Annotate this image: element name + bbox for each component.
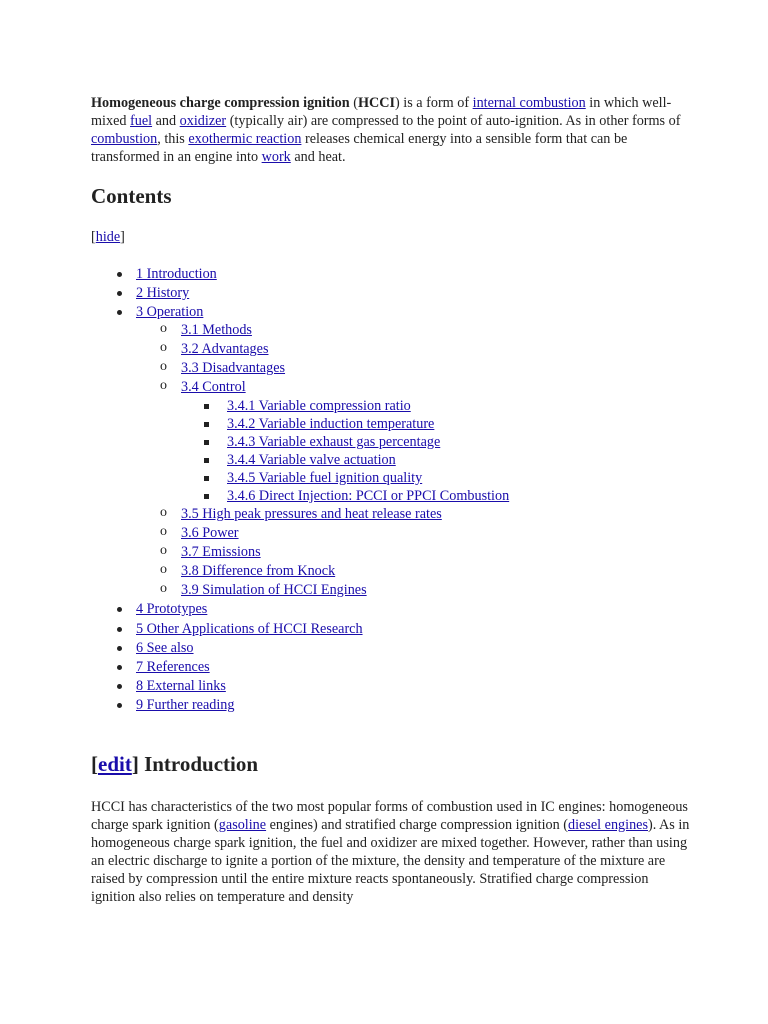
toc-bullet [117, 310, 122, 315]
text: , this [157, 131, 189, 147]
toc-link[interactable]: 1 Introduction [136, 266, 217, 282]
toc-link[interactable]: 4 Prototypes [136, 601, 208, 617]
toc-link[interactable]: 3.3 Disadvantages [181, 360, 286, 376]
link-gasoline[interactable]: gasoline [218, 817, 267, 833]
toc-toggle [91, 229, 125, 246]
toc-link[interactable]: 3.4.4 Variable valve actuation [227, 452, 396, 468]
article-abbreviation: HCCI [357, 95, 396, 111]
toc-link[interactable]: 7 References [136, 659, 210, 675]
toc-link[interactable]: 9 Further reading [136, 697, 235, 713]
text: (typically air) are compressed to the point of auto-ignition. As in other forms of [226, 113, 681, 129]
toc-link[interactable]: 5 Other Applications of HCCI Research [136, 621, 363, 637]
text: ). As in homogeneous charge spark ignition, the fuel and oxidizer are mixed together. However, rather than using an electric discharge to ignite a portion of the mixture, the density and temperature of the mixture are raised by compression until the entire mixture reacts spontaneously. Stratified charge compression ignition also relies on temperature and density [91, 817, 690, 905]
contents-heading: Contents [91, 184, 172, 208]
toc-link[interactable]: 3.9 Simulation of HCCI Engines [181, 582, 367, 598]
toc-link[interactable]: 8 External links [136, 678, 226, 694]
toc-bullet [117, 607, 122, 612]
toc-link[interactable]: 3.4.1 Variable compression ratio [227, 398, 411, 414]
text: in which well-mixed [91, 95, 672, 129]
toc-bullet [204, 422, 209, 427]
toc-bullet [117, 703, 122, 708]
toc-link[interactable]: 3.6 Power [181, 525, 239, 541]
toc-bullet [117, 627, 122, 632]
section-heading-introduction [91, 752, 258, 777]
text: ) is a form of [395, 95, 473, 111]
text: and [152, 113, 180, 129]
bracket: [ [91, 229, 96, 245]
hide-toc-link[interactable]: hide [95, 229, 121, 245]
text: ( [349, 95, 358, 111]
toc-link[interactable]: 3.4.5 Variable fuel ignition quality [227, 470, 423, 486]
text: engines) and stratified charge compression ignition ( [266, 817, 569, 833]
toc-link[interactable]: 3 Operation [136, 304, 204, 320]
edit-section-link[interactable]: edit [98, 752, 132, 776]
link-work[interactable]: work [261, 149, 291, 165]
toc-bullet: o [160, 562, 167, 577]
link-internal-combustion[interactable]: internal combustion [472, 95, 586, 111]
text: releases chemical energy into a sensible form that can be transformed in an engine into [91, 131, 628, 165]
toc-bullet [117, 272, 122, 277]
toc-link[interactable]: 3.4 Control [181, 379, 246, 395]
toc-link[interactable]: 3.2 Advantages [181, 341, 269, 357]
article-term: Homogeneous charge compression ignition [91, 95, 350, 111]
text: and heat. [290, 149, 346, 165]
toc-bullet: o [160, 340, 167, 355]
toc-bullet [204, 494, 209, 499]
toc-bullet: o [160, 505, 167, 520]
toc-bullet: o [160, 524, 167, 539]
bracket: ] [120, 229, 125, 245]
section-title: Introduction [138, 752, 259, 776]
toc-link[interactable]: 3.8 Difference from Knock [181, 563, 336, 579]
link-fuel[interactable]: fuel [130, 113, 153, 129]
toc-link[interactable]: 3.7 Emissions [181, 544, 261, 560]
link-oxidizer[interactable]: oxidizer [179, 113, 227, 129]
bracket: ] [131, 752, 139, 776]
toc-bullet [204, 458, 209, 463]
toc-bullet [117, 291, 122, 296]
toc-bullet [117, 665, 122, 670]
link-combustion[interactable]: combustion [91, 131, 158, 147]
link-exothermic-reaction[interactable]: exothermic reaction [188, 131, 302, 147]
toc-bullet [117, 684, 122, 689]
toc-bullet [117, 646, 122, 651]
toc-bullet: o [160, 581, 167, 596]
toc-link[interactable]: 3.5 High peak pressures and heat release rates [181, 506, 442, 522]
toc-bullet: o [160, 359, 167, 374]
toc-bullet: o [160, 321, 167, 336]
introduction-paragraph [91, 798, 691, 906]
intro-paragraph [91, 94, 691, 166]
toc-link[interactable]: 2 History [136, 285, 190, 301]
bracket: [ [91, 752, 98, 776]
toc-link[interactable]: 3.4.3 Variable exhaust gas percentage [227, 434, 441, 450]
toc-link[interactable]: 3.4.2 Variable induction temperature [227, 416, 435, 432]
toc-link[interactable]: 3.1 Methods [181, 322, 252, 338]
toc-bullet [204, 404, 209, 409]
link-diesel-engines[interactable]: diesel engines [568, 817, 648, 833]
toc-bullet [204, 440, 209, 445]
toc-bullet: o [160, 543, 167, 558]
text: HCCI has characteristics of the two most popular forms of combustion used in IC engines: homogeneous charge spark ignition ( [91, 799, 688, 833]
toc-bullet [204, 476, 209, 481]
toc-link[interactable]: 3.4.6 Direct Injection: PCCI or PPCI Combustion [227, 488, 510, 504]
toc-link[interactable]: 6 See also [136, 640, 194, 656]
toc-bullet: o [160, 378, 167, 393]
